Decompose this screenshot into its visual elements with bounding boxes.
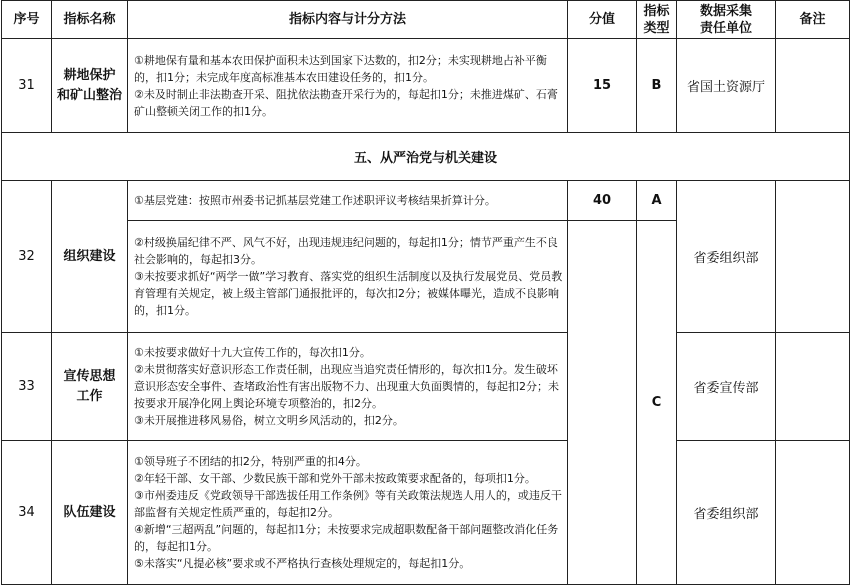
row-31-seq: 31 bbox=[2, 39, 52, 133]
row-31-unit: 省国土资源厅 bbox=[677, 39, 776, 133]
row-34-name: 队伍建设 bbox=[52, 441, 128, 585]
section-title: 五、从严治党与机关建设 bbox=[2, 133, 850, 181]
row-32-type-a: A bbox=[637, 181, 677, 221]
row-34-remark bbox=[776, 441, 850, 585]
row-32-seq: 32 bbox=[2, 181, 52, 333]
header-row bbox=[2, 1, 850, 39]
indicator-table bbox=[1, 0, 850, 585]
row-32-unit: 省委组织部 bbox=[677, 181, 776, 333]
table-row-33 bbox=[2, 333, 850, 441]
table-row-34 bbox=[2, 441, 850, 585]
header-name: 指标名称 bbox=[52, 1, 128, 39]
row-32-content-b: ②村级换届纪律不严、风气不好，出现违规违纪问题的，每起扣1分；情节严重产生不良社会影响的，每起扣3分。 ③未按要求抓好“两学一做”学习教育、落实党的组织生活制度以及执行发展党员、党员教育管理有关规定，被上级主管部门通报批评的，每次扣2分；被媒体曝光，造成不良影响的，扣1分。 bbox=[128, 221, 568, 333]
type-c: C bbox=[637, 221, 677, 585]
header-score: 分值 bbox=[568, 1, 637, 39]
row-34-unit: 省委组织部 bbox=[677, 441, 776, 585]
row-33-seq: 33 bbox=[2, 333, 52, 441]
row-33-remark bbox=[776, 333, 850, 441]
header-type: 指标 类型 bbox=[637, 1, 677, 39]
row-32-content-a: ①基层党建：按照市州委书记抓基层党建工作述职评议考核结果折算计分。 bbox=[128, 181, 568, 221]
row-34-seq: 34 bbox=[2, 441, 52, 585]
row-34-content: ①领导班子不团结的扣2分，特别严重的扣4分。 ②年轻干部、女干部、少数民族干部和党外干部未按政策要求配备的，每项扣1分。 ③市州委违反《党政领导干部选拔任用工作条例》等有关政策法规选人用人的，或违反干部监督有关规定性质严重的，每起扣2分。 ④新增“三超两乱”问题的，每起扣1分；未按要求完成超职数配备干部问题整改消化任务的，每起扣1分。 ⑤未落实“凡提必核”要求或不严格执行查核处理规定的，每起扣1分。 bbox=[128, 441, 568, 585]
header-content: 指标内容与计分方法 bbox=[128, 1, 568, 39]
row-31-score: 15 bbox=[568, 39, 637, 133]
row-32-name: 组织建设 bbox=[52, 181, 128, 333]
row-31-remark bbox=[776, 39, 850, 133]
table-row-32-a bbox=[2, 181, 850, 221]
header-unit: 数据采集 责任单位 bbox=[677, 1, 776, 39]
row-31-type: B bbox=[637, 39, 677, 133]
row-32-score: 40 bbox=[568, 181, 637, 221]
row-32-remark bbox=[776, 181, 850, 333]
header-remark: 备注 bbox=[776, 1, 850, 39]
header-seq: 序号 bbox=[2, 1, 52, 39]
score-blank bbox=[568, 221, 637, 585]
row-33-content: ①未按要求做好十九大宣传工作的，每次扣1分。 ②未贯彻落实好意识形态工作责任制，出现应当追究责任情形的，每次扣1分。发生破坏意识形态安全事件、查堵政治性有害出版物不力、出现重大负面舆情的，每起扣2分；未按要求开展净化网上舆论环境专项整治的，扣2分。 ③未开展推进移风易俗，树立文明乡风活动的，扣2分。 bbox=[128, 333, 568, 441]
row-31-name: 耕地保护 和矿山整治 bbox=[52, 39, 128, 133]
row-31-content: ①耕地保有量和基本农田保护面积未达到国家下达数的，扣2分；未实现耕地占补平衡的，扣1分；未完成年度高标准基本农田建设任务的，扣1分。 ②未及时制止非法勘查开采、阻扰依法勘查开采行为的，每起扣1分；未推进煤矿、石膏矿山整顿关闭工作的扣1分。 bbox=[128, 39, 568, 133]
section-row bbox=[2, 133, 850, 181]
table-row-31 bbox=[2, 39, 850, 133]
row-33-name: 宣传思想 工作 bbox=[52, 333, 128, 441]
row-33-unit: 省委宣传部 bbox=[677, 333, 776, 441]
